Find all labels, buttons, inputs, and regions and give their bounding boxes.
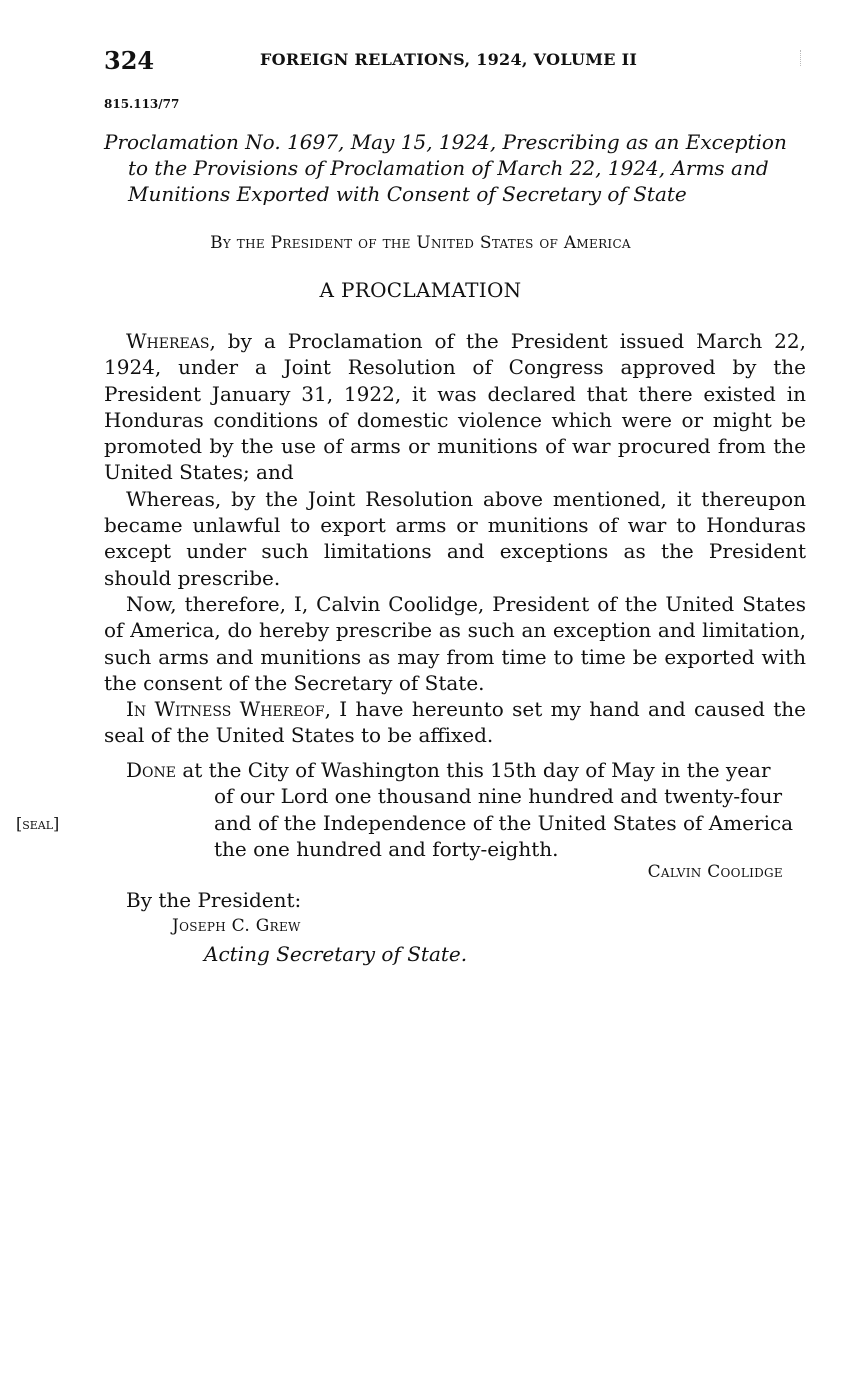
document-title [104, 129, 810, 207]
document-title-line-3: Munitions Exported with Consent of Secretary of State [128, 182, 687, 206]
paragraph-lead: In Witness Whereof [126, 697, 325, 722]
paragraph-text: Now, therefore, I, Calvin Coolidge, President of the United States of America, do hereby prescribe as such an exception and limitation, such arms and munitions as may from time to time be exported with the consent of the Secretary of State. [104, 591, 806, 695]
paragraph-whereas-1 [104, 328, 806, 486]
done-line-1 [104, 757, 806, 783]
paragraph-lead: Whereas [126, 329, 210, 353]
paragraph-text: , I have hereunto set my hand and caused the seal of the United States to be affixed. [104, 697, 806, 748]
by-the-president: By the President: [126, 888, 302, 912]
paragraph-text: Whereas, by the Joint Resolution above mentioned, it thereupon became unlawful to export arms or munitions of war to Honduras except under such limitations and exceptions as the President should prescribe. [104, 486, 806, 590]
done-clause [16, 757, 806, 862]
seal-mark: [seal] [16, 813, 60, 833]
done-line-1-text: at the City of Washington this 15th day of May in the year [175, 758, 771, 782]
proclamation-heading: A PROCLAMATION [319, 278, 522, 302]
countersigner-name: Joseph C. Grew [172, 916, 301, 936]
paragraph-now-therefore [104, 591, 806, 696]
document-title-line-2: to the Provisions of Proclamation of March 22, 1924, Arms and [128, 156, 769, 180]
margin-mark [800, 50, 804, 66]
president-signature: Calvin Coolidge [647, 862, 783, 882]
paragraph-whereas-2 [104, 486, 806, 591]
file-number: 815.113/77 [104, 97, 180, 111]
document-title-line-1: Proclamation No. 1697, May 15, 1924, Prescribing as an Exception [104, 130, 787, 154]
byline: By the President of the United States of America [210, 233, 631, 253]
countersigner-title: Acting Secretary of State. [204, 942, 468, 966]
done-line-3: and of the Independence of the United States of America [214, 810, 794, 835]
paragraph-text: , by a Proclamation of the President issued March 22, 1924, under a Joint Resolution of Congress approved by the President January 31, 1922, it was declared that there existed in Honduras conditions of domestic violence which were or might be promoted by the use of arms or munitions of war procured from the United States; and [104, 329, 806, 485]
page-number: 324 [104, 46, 155, 75]
paragraph-witness [104, 696, 806, 749]
done-lead: Done [126, 758, 176, 782]
done-line-3-wrap [16, 810, 806, 836]
done-line-2: of our Lord one thousand nine hundred and twenty-four [214, 784, 783, 809]
done-line-4: the one hundred and forty-eighth. [214, 836, 559, 861]
proclamation-body [104, 328, 806, 749]
running-title: FOREIGN RELATIONS, 1924, VOLUME II [260, 50, 638, 69]
